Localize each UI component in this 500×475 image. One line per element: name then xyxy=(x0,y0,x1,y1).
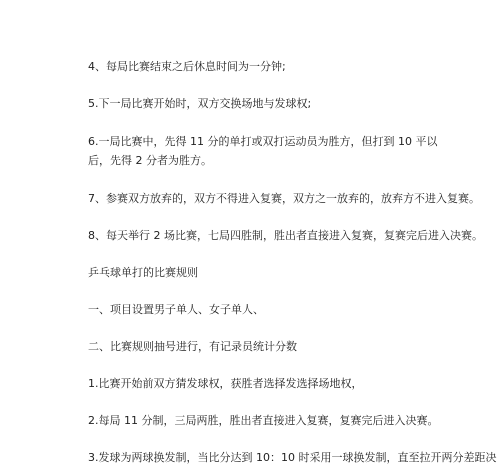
rule-item-2: 二、比赛规则抽号进行，有记录员统计分数 xyxy=(88,340,297,353)
rule-item-3: 1.比赛开始前双方猜发球权，获胜者选择发选择场地权， xyxy=(88,377,363,390)
rule-paragraph-6: 6.一局比赛中，先得 11 分的单打或双打运动员为胜方，但打到 10 平以后，先得 2 分者为胜方。 xyxy=(88,135,438,167)
rule-paragraph-5: 5.下一局比赛开始时，双方交换场地与发球权; xyxy=(88,97,312,110)
rule-paragraph-4: 4、每局比赛结束之后休息时间为一分钟; xyxy=(88,60,286,73)
rule-paragraph-7: 7、参赛双方放弃的，双方不得进入复赛，双方之一放弃的，放弃方不进入复赛。 xyxy=(88,192,480,205)
rule-item-1: 一、项目设置男子单人、女子单人、 xyxy=(88,303,264,316)
section-heading: 乒乓球单打的比赛规则 xyxy=(88,266,198,279)
rule-paragraph-8: 8、每天举行 2 场比赛，七局四胜制，胜出者直接进入复赛，复赛完后进入决赛。 xyxy=(88,229,483,242)
rule-item-4: 2.每局 11 分制，三局两胜，胜出者直接进入复赛，复赛完后进入决赛。 xyxy=(88,414,439,427)
rule-item-5: 3.发球为两球换发制，当比分达到 10：10 时采用一球换发制，直至拉开两分差距决 xyxy=(88,451,497,464)
